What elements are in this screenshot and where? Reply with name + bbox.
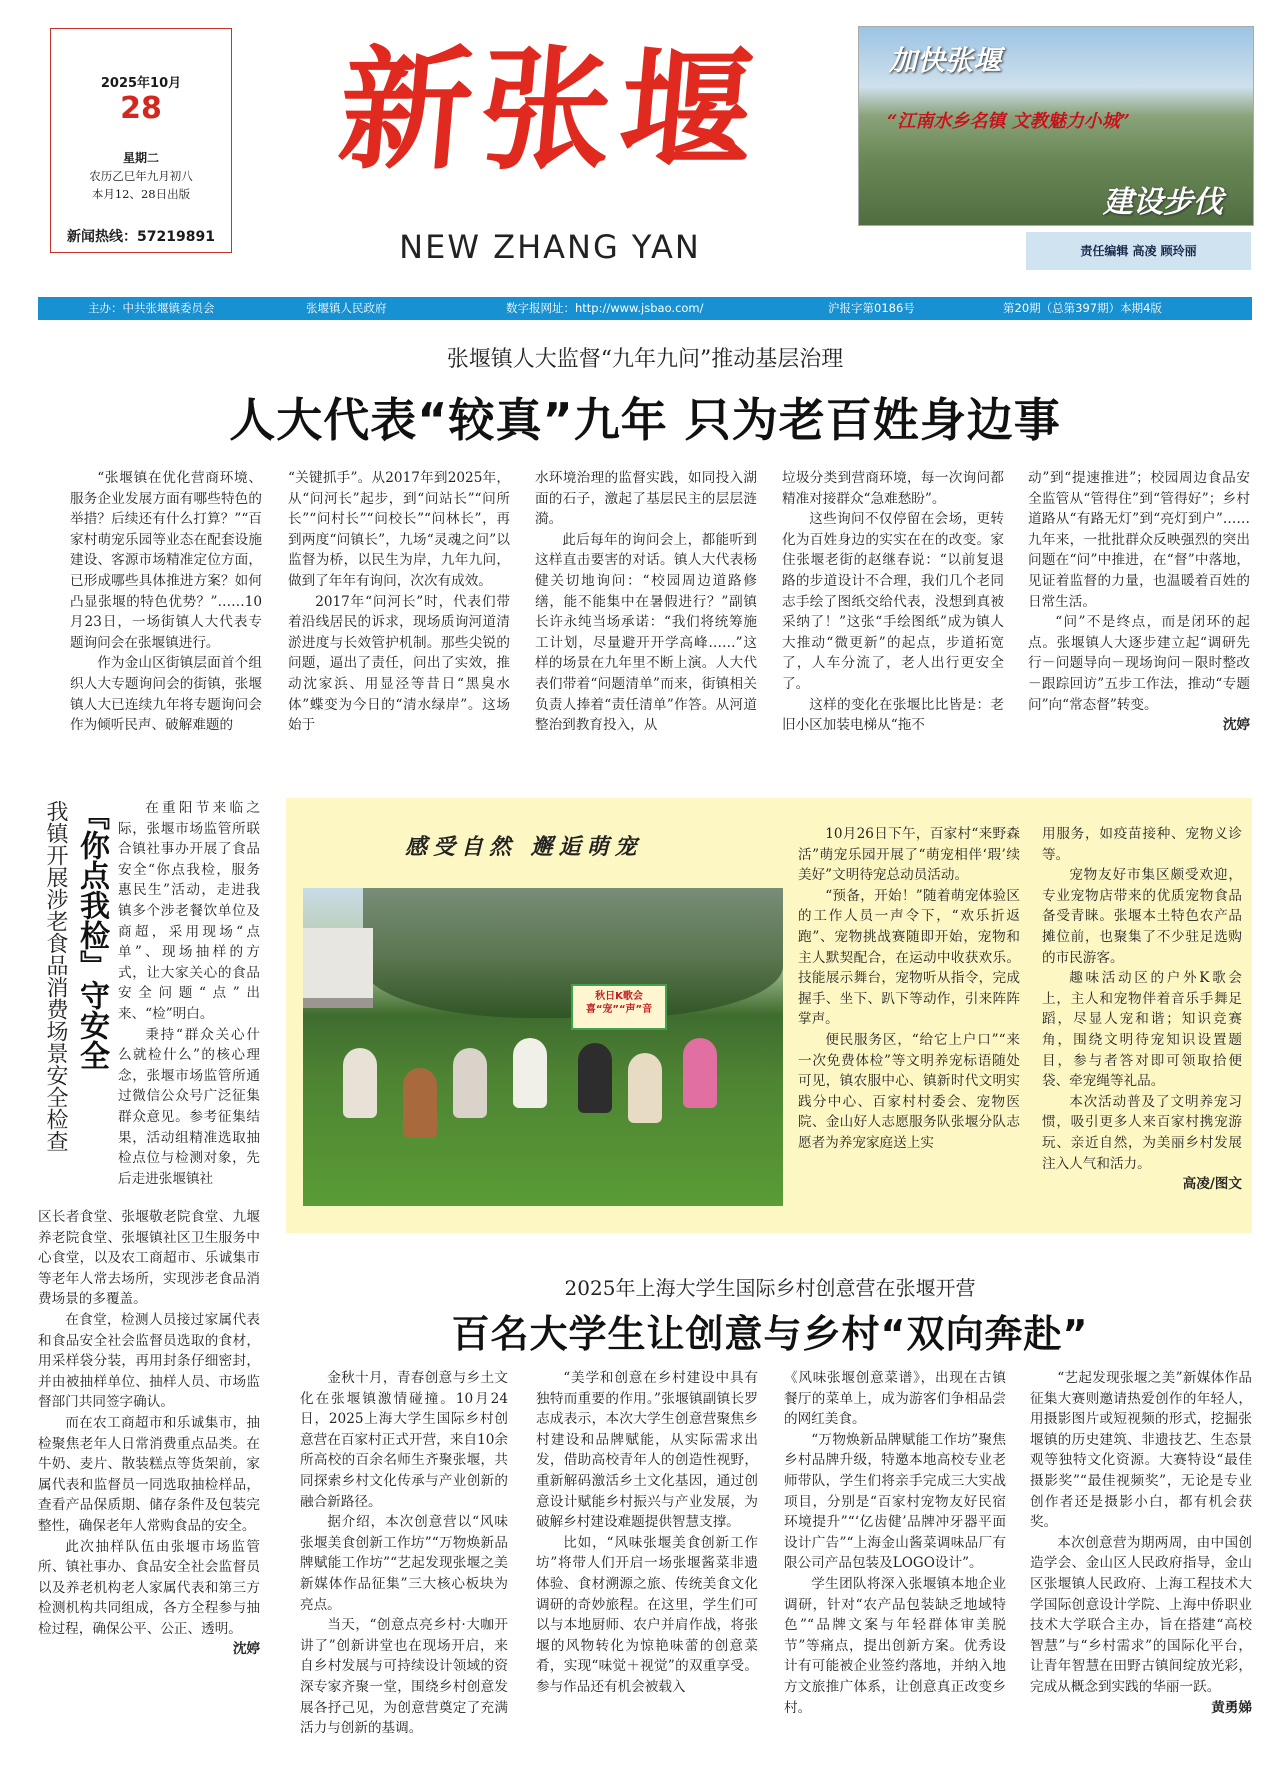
person [628, 1053, 662, 1123]
issue-day: 28 [120, 91, 162, 126]
article1-col1: “张堰镇在优化营商环境、服务企业发展方面有哪些特色的举措？后续还有什么打算？”“百家村萌宠乐园等业态在配套设施建设、客源市场精准定位方面，已形成哪些具体推进方案？如何凸显张堰的特色优势？”……10月23日，一场街镇人大代表专题询问会在张堰镇进行。 作为金山区街镇层面首个组织人大专题询问会的街镇，张堰镇人大已连续九年将专题询问会作为倾听民声、破解难题的 [70, 470, 262, 734]
issue-year-month: 2025年10月 [100, 76, 182, 91]
pet-event-photo [303, 888, 783, 1206]
strip-url[interactable]: 数字报网址：http://www.jsbao.com/ [506, 301, 704, 315]
publisher-strip [38, 297, 1252, 320]
person [683, 1038, 717, 1108]
article2-subtitle: 我镇开展涉老食品消费场景安全检查 [43, 800, 68, 1152]
banner-slogan-3: 建设步伐 [1103, 185, 1223, 220]
news-hotline: 新闻热线：57219891 [67, 229, 215, 245]
weekday: 星期二 [122, 151, 159, 165]
strip-license: 沪报字第0186号 [828, 301, 915, 315]
banner-slogan-1: 加快张堰 [889, 44, 1002, 77]
article4-byline: 黄勇娣 [1211, 1699, 1252, 1716]
article4-kicker: 2025年上海大学生国际乡村创意营在张堰开营 [564, 1276, 976, 1300]
strip-host: 主办：中共张堰镇委员会 [88, 301, 215, 315]
event-sign: 秋日K歌会 喜“宠”“声”音 [571, 984, 667, 1030]
article4-headline: 百名大学生让创意与乡村“双向奔赴” [451, 1312, 1089, 1356]
article3-byline: 高凌/图文 [1182, 1176, 1242, 1193]
article1-byline: 沈婷 [1222, 717, 1250, 734]
person [343, 1048, 377, 1118]
strip-issue: 第20期（总第397期）本期4版 [1003, 301, 1162, 315]
strip-gov: 张堰镇人民政府 [306, 301, 387, 315]
person [578, 1043, 612, 1113]
masthead-english: NEW ZHANG YAN [399, 228, 701, 266]
article2-col-short: 在重阳节来临之际，张堰市场监管所联合镇社事办开展了食品安全“你点我检，服务惠民生”活动，走进我镇多个涉老餐饮单位及商超，采用现场“点单”、现场抽样的方式，让大家关心的食品安全问题“点”出来、“检”明白。 秉持“群众关心什么就检什么”的核心理念，张堰市场监管所通过微信公众号广泛征集群众意见。参考征集结果，活动组精准选取抽检点位与检测对象，先后走进张堰镇社 [118, 800, 260, 1187]
banner-slogan-2: “江南水乡名镇 文教魅力小城” [887, 111, 1130, 132]
article4-col2: “美学和创意在乡村建设中具有独特而重要的作用。”张堰镇副镇长罗志成表示，本次大学生创意营聚焦乡村建设和品牌赋能，从实际需求出发，借助高校青年人的创造性视野，重新解码激活乡土文化基因，通过创意设计赋能乡村振兴与产业发展，为破解乡村建设难题提供智慧支撑。 比如，“风味张堰美食创新工作坊”将带人们开启一场张堰酱菜非遗体验、食材溯源之旅、传统美食文化调研的奇妙旅程。在这里，学生们可以与本地厨师、农户并肩作战，将张堰的风物转化为惊艳味蕾的创意菜肴，实现“味觉＋视觉”的双重享受。参与作品还有机会被载入 [536, 1370, 758, 1695]
person [513, 1038, 547, 1108]
article4-col4: “艺起发现张堰之美”新媒体作品征集大赛则邀请热爱创作的年轻人，用摄影图片或短视频的形式，挖掘张堰镇的历史建筑、非遗技艺、生态景观等独特文化资源。大赛特设“最佳摄影奖”“最佳视频奖”，无论是专业创作者还是摄影小白，都有机会获奖。 本次创意营为期两周，由中国创造学会、金山区人民政府指导，金山区张堰镇人民政府、上海工程技术大学国际创意设计学院、上海中侨职业技术大学联合主办，旨在搭建“高校智慧”与“乡村需求”的国际化平台，让青年智慧在田野古镇间绽放光彩，完成从概念到实践的华丽一跃。 黄勇娣 [1030, 1368, 1252, 1718]
article1-col2: “关键抓手”。从2017年到2025年，从“问河长”起步，到“问站长”“问所长”“问村长”“问校长”“问林长”，再到两度“问镇长”，九场“灵魂之问”以监督为桥，以民生为岸，九年九问，做到了年年有询问，次次有成效。 2017年“问河长”时，代表们带着沿线居民的诉求，现场质询河道清淤进度与长效管护机制。那些尖锐的问题，逼出了责任，问出了实效，推动沈家浜、用显泾等昔日“黑臭水体”蝶变为今日的“清水绿岸”。这场始于 [288, 470, 510, 734]
article1-col3: 水环境治理的监督实践，如同投入湖面的石子，激起了基层民主的层层涟漪。 此后每年的询问会上，都能听到这样直击要害的对话。镇人大代表杨健关切地询问：“校园周边道路修缮，能不能集中在暑假进行？”副镇长许永纯当场承诺：“我们将统筹施工计划，尽量避开开学高峰……”这样的场景在九年里不断上演。人大代表们带着“问题清单”而来，街镇相关负责人捧着“责任清单”作答。从河道整治到教育投入，从 [535, 470, 757, 734]
article4-col1: 金秋十月，青春创意与乡土文化在张堰镇激情碰撞。10月24日，2025上海大学生国际乡村创意营在百家村正式开营，来自10余所高校的百余名师生齐聚张堰，共同探索乡村文化传承与产业创新的融合新路径。 据介绍，本次创意营以“风味张堰美食创新工作坊”“万物焕新品牌赋能工作坊”“艺起发现张堰之美新媒体作品征集”三大核心板块为亮点。 当天，“创意点亮乡村·大咖开讲了”创新讲堂也在现场开启，来自乡村发展与可持续设计领域的资深专家齐聚一堂，围绕乡村创意发展各抒己见，为创意营奠定了充满活力与创新的基调。 [300, 1370, 508, 1737]
person [403, 1068, 437, 1138]
pet-feature-title: 感受自然 邂逅萌宠 [405, 835, 643, 860]
responsible-editors: 责任编辑 高凌 顾玲丽 [1026, 232, 1251, 270]
article1-col5: 动”到“提速推进”；校园周边食品安全监管从“管得住”到“管得好”；乡村道路从“有路无灯”到“亮灯到户”……九年来，一批批群众反映强烈的突出问题在“问”中推进，在“督”中落地，见证着监督的力量，也温暖着百姓的日常生活。 “问”不是终点，而是闭环的起点。张堰镇人大逐步建立起“调研先行－问题导向－现场询问－限时整改－跟踪回访”五步工作法，推动“专题问”向“常态督”转变。 沈婷 [1028, 468, 1250, 736]
article4-col3: 《风味张堰创意菜谱》，出现在古镇餐厅的菜单上，成为游客们争相品尝的网红美食。 “万物焕新品牌赋能工作坊”聚焦乡村品牌升级，特邀本地高校专业老师带队，学生们将亲手完成三大实战项目，分别是“百家村宠物友好民宿环境提升”“‘亿齿健’品牌冲牙器平面设计广告”“上海金山酱菜调味品厂有限公司产品包装及LOGO设计”。 学生团队将深入张堰镇本地企业调研，针对“农产品包装缺乏地域特色”“品牌文案与年轻群体审美脱节”等痛点，提出创新方案。优秀设计有可能被企业签约落地，并纳入地方文旅推广体系，让创意真正改变乡村。 [784, 1370, 1006, 1716]
article1-kicker: 张堰镇人大监督“九年九问”推动基层治理 [446, 347, 844, 372]
masthead-title: 新张堰 [333, 33, 767, 188]
article1-col4: 垃圾分类到营商环境，每一次询问都精准对接群众“急难愁盼”。 这些询问不仅停留在会场，更转化为百姓身边的实实在在的改变。家住张堰老街的赵继春说：“以前复退路的步道设计不合理，我们几个老同志手绘了图纸交给代表，没想到真被采纳了！”这张“手绘图纸”成为镇人大推动“微更新”的起点，步道拓宽了，人车分流了，老人出行更安全了。 这样的变化在张堰比比皆是：老旧小区加装电梯从“拖不 [782, 470, 1004, 734]
article2-byline: 沈婷 [232, 1641, 260, 1658]
article2-headline: 『你点我检』守安全 [74, 800, 109, 1070]
people-with-pets [333, 1038, 773, 1158]
banner-photo [858, 26, 1254, 226]
article3-col-b: 用服务，如疫苗接种、宠物义诊等。 宠物友好市集区颇受欢迎，专业宠物店带来的优质宠物食品备受青睐。张堰本土特色农产品摊位前，也聚集了不少驻足选购的市民游客。 趣味活动区的户外K歌会上，主人和宠物伴着音乐手舞足蹈，尽显人宠和谐；知识竞赛角，围绕文明待宠知识设置题目，参与者答对即可领取拾便袋、牵宠绳等礼品。 本次活动普及了文明养宠习惯，吸引更多人来百家村携宠游玩、亲近自然，为美丽乡村发展注入人气和活力。 高凌/图文 [1042, 824, 1242, 1195]
person [453, 1048, 487, 1118]
house [303, 928, 373, 1008]
article3-col-a: 10月26日下午，百家村“来野森活”萌宠乐园开展了“萌宠相伴‘瑕’续美好”文明待宠总动员活动。 “预备，开始！”随着萌宠体验区的工作人员一声令下，“欢乐折返跑”、宠物挑战赛随即开始，宠物和主人默契配合，在运动中收获欢乐。技能展示舞台，宠物听从指令，完成握手、坐下、趴下等动作，引来阵阵掌声。 便民服务区，“给它上户口”“来一次免费体检”等文明养宠标语随处可见，镇农服中心、镇新时代文明实践分中心、百家村村委会、宠物医院、金山好人志愿服务队张堰分队志愿者为养宠家庭送上实 [798, 826, 1020, 1151]
article2-col-full: 区长者食堂、张堰敬老院食堂、九堰养老院食堂、张堰镇社区卫生服务中心食堂，以及农工商超市、乐诚集市等老年人常去场所，实现涉老食品消费场景的多覆盖。 在食堂，检测人员接过家属代表和食品安全社会监督员选取的食材，用采样袋分装，再用封条仔细密封，并由被抽样单位、抽样人员、市场监督部门共同签字确认。 而在农工商超市和乐诚集市，抽检聚焦老年人日常消费重点品类。在牛奶、麦片、散装糕点等货架前，家属代表和监督员一同选取抽检样品，查看产品保质期、储存条件及包装完整性，确保老年人常购食品的安全。 此次抽样队伍由张堰市场监管所、镇社事办、食品安全社会监督员以及养老机构老人家属代表和第三方检测机构共同组成，各方全程参与抽检过程，确保公平、公正、透明。 沈婷 [38, 1207, 260, 1660]
date-box [50, 28, 232, 253]
article1-headline: 人大代表“较真”九年 只为老百姓身边事 [229, 393, 1061, 447]
lunar-date: 农历乙巳年九月初八 本月12、28日出版 [89, 169, 193, 201]
